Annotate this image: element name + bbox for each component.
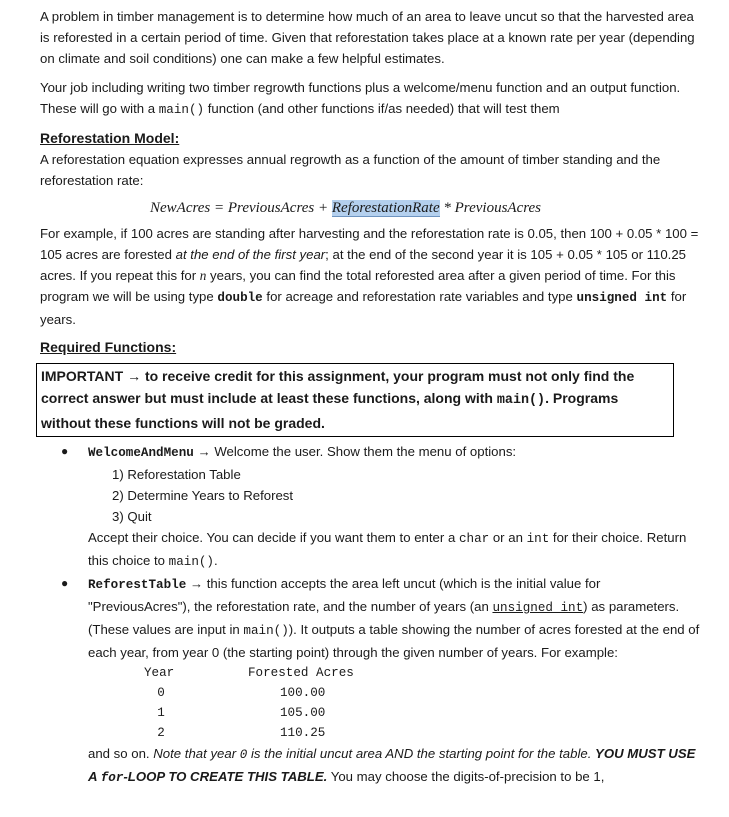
table-row: 2 110.25 <box>157 726 326 740</box>
bullet-icon: ● <box>61 444 69 458</box>
menu-options <box>112 464 700 527</box>
example-paragraph: For example, if 100 acres are standing after harvesting and the reforestation rate is 0.05, then 100 + 0.05 * 100 = 105 acres are forested at the end of the first year; at the end of the second year it is 105 + 0.05 * 105 or 110.25 acres. If you repeat this for n years, you can find the total reforested area after a given period of time. For this program we will be using type double for acreage and reforestation rate variables and type unsigned int for years. <box>40 226 699 327</box>
code-main: main() <box>158 103 205 117</box>
reforestation-model-heading: Reforestation Model: <box>40 130 180 146</box>
bullet-icon: ● <box>61 576 69 590</box>
table-row: 1 105.00 <box>157 706 326 720</box>
reforestation-description: A reforestation equation expresses annual regrowth as a function of the amount of timber standing and the reforestation rate: <box>40 152 661 188</box>
column-header-acres: Forested Acres <box>248 666 354 680</box>
accept-choice-text: Accept their choice. You can decide if you want them to enter a char or an int for their choice. Return this choice to main(). <box>88 530 687 569</box>
function-name: WelcomeAndMenu <box>88 446 194 460</box>
highlighted-term: ReforestationRate <box>331 200 440 216</box>
required-functions-heading: Required Functions: <box>40 339 177 355</box>
document-page <box>40 6 700 789</box>
table-note: and so on. Note that year 0 is the initial uncut area AND the starting point for the table. YOU MUST USE A for-LOOP TO CREATE THIS TABLE. You may choose the digits-of-precision to be 1, <box>88 746 696 785</box>
reforestation-equation: NewAcres = PreviousAcres + ReforestationRate * PreviousAcres <box>150 200 542 216</box>
table-row: 0 100.00 <box>157 686 326 700</box>
table-header <box>144 663 700 683</box>
menu-option: 2) Determine Years to Reforest <box>112 488 294 503</box>
menu-option: 3) Quit <box>112 509 152 524</box>
example-table <box>144 663 700 743</box>
job-paragraph: Your job including writing two timber regrowth functions plus a welcome/menu function and an output function. These will go with a main() function (and other functions if/as needed) that will test them <box>40 80 681 117</box>
column-header-year: Year <box>144 666 175 680</box>
function-name: ReforestTable <box>88 578 187 592</box>
menu-option: 1) Reforestation Table <box>112 467 241 482</box>
function-list <box>60 441 700 789</box>
important-notice-box: IMPORTANT → to receive credit for this assignment, your program must not only find the correct answer but must include at least these functions, along with main(). Programs without these functions will not be graded. <box>36 363 674 437</box>
list-item-welcome: ● WelcomeAndMenu → Welcome the user. Show them the menu of options: 1) Reforestation Table 2) Determine Years to Reforest 3) Quit Accept their choice. You can decide if you want them to enter a char or an int for their choice. Return this choice to main(). <box>60 441 700 573</box>
list-item-reforest-table: ● ReforestTable → this function accepts the area left uncut (which is the initial value for "PreviousAcres"), the reforestation rate, and the number of years (an unsigned int) as parameters. (These values are input in main()). It outputs a table showing the number of acres forested at the end of each year, from year 0 (the starting point) through the given number of years. For example: Year Forested Acres 0 100.00 1 105.00 2 110.25 and so on. Note that year 0 is the initial uncut area AND the starting point for the table. YOU MUST USE A for-LOOP TO CREATE THIS TABLE. You may choose the digits-of-precision to be 1, <box>60 573 700 789</box>
intro-paragraph: A problem in timber management is to determine how much of an area to leave uncut so that the harvested area is reforested in a certain period of time. Given that reforestation takes place at a known rate per year (depending on climate and soil conditions) one can make a few helpful estimates. <box>40 9 695 66</box>
